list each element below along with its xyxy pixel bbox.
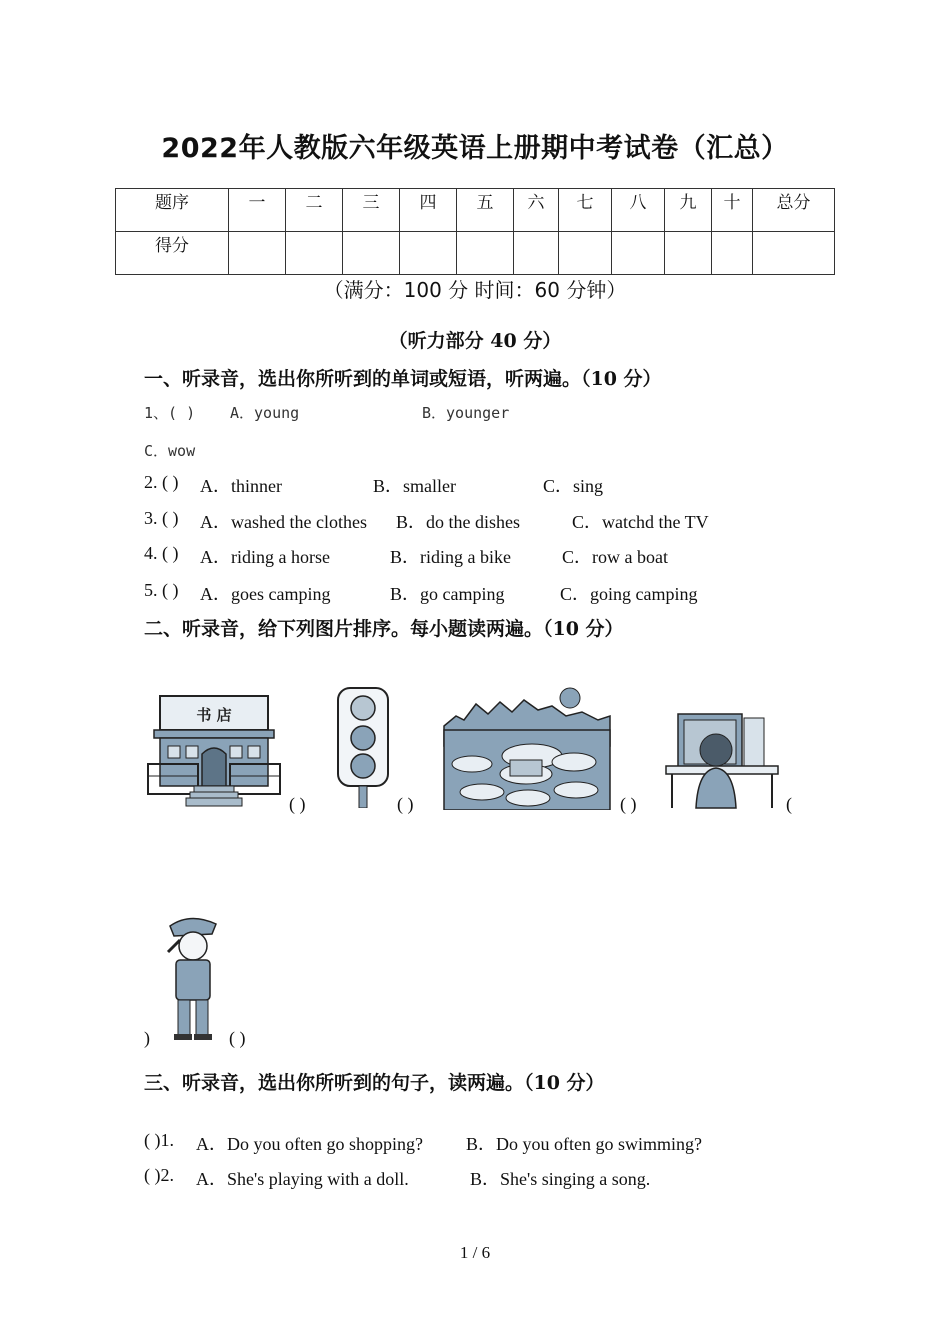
- full-score-note: （满分：100 分 时间：60 分钟）: [323, 278, 627, 302]
- bookstore-icon: [146, 690, 282, 808]
- score-field[interactable]: [286, 232, 343, 275]
- q2-row: [144, 472, 844, 498]
- q1-row: [144, 402, 844, 426]
- q3-row: [144, 508, 844, 534]
- q5-option-a: A．goes camping: [200, 584, 331, 604]
- shop-sign-text: 书 店: [196, 706, 232, 724]
- traffic-light-icon: [334, 686, 392, 808]
- q1-option-c: C．wow: [144, 442, 196, 460]
- q5-row: [144, 580, 844, 606]
- cell-label: 得分: [116, 232, 229, 275]
- q4-row: [144, 543, 844, 569]
- q5-option-c: C．going camping: [560, 584, 698, 604]
- cell: 五: [457, 189, 514, 232]
- q4-option-b: B．riding a bike: [390, 547, 511, 567]
- q2-option-b: B．smaller: [373, 476, 456, 496]
- banquet-great-wall-icon: [442, 686, 612, 810]
- score-table-score-row: [116, 232, 835, 275]
- picture-3-answer[interactable]: ( ): [620, 794, 637, 814]
- q5-option-b: B．go camping: [390, 584, 505, 604]
- s3-q1-number[interactable]: ( )1.: [144, 1130, 174, 1150]
- police-officer-icon: [160, 912, 224, 1042]
- score-table-header-row: [116, 189, 835, 232]
- score-field[interactable]: [753, 232, 835, 275]
- q4-option-c: C．row a boat: [562, 547, 668, 567]
- q1-option-b: B．younger: [422, 404, 510, 422]
- cell: 九: [665, 189, 712, 232]
- page-title: 2022年人教版六年级英语上册期中考试卷（汇总）: [161, 133, 789, 164]
- cell: 四: [400, 189, 457, 232]
- section2-heading: 二、听录音，给下列图片排序。每小题读两遍。（10 分）: [144, 618, 624, 640]
- score-field[interactable]: [400, 232, 457, 275]
- page-number: 1 / 6: [459, 1243, 491, 1262]
- q4-number[interactable]: 4. ( ): [144, 543, 179, 563]
- cell-total: 总分: [753, 189, 835, 232]
- s3-q1-option-a: A．Do you often go shopping?: [196, 1134, 423, 1154]
- q4-option-a: A．riding a horse: [200, 547, 330, 567]
- s3-q1-row: [144, 1130, 844, 1156]
- s3-q2-option-b: B．She's singing a song.: [470, 1169, 651, 1189]
- cell: 六: [514, 189, 559, 232]
- q2-option-c: C．sing: [543, 476, 604, 496]
- score-field[interactable]: [665, 232, 712, 275]
- computer-girl-icon: [664, 710, 780, 810]
- cell: 三: [343, 189, 400, 232]
- picture-4-answer-open[interactable]: (: [786, 794, 792, 814]
- q2-number[interactable]: 2. ( ): [144, 472, 179, 492]
- picture-5-answer[interactable]: ( ): [229, 1028, 246, 1048]
- score-field[interactable]: [343, 232, 400, 275]
- q3-number[interactable]: 3. ( ): [144, 508, 179, 528]
- s3-q2-row: [144, 1165, 844, 1191]
- q1-option-a: A．young: [230, 404, 300, 422]
- score-field[interactable]: [229, 232, 286, 275]
- s3-q2-number[interactable]: ( )2.: [144, 1165, 174, 1185]
- cell-label: 题序: [116, 189, 229, 232]
- score-field[interactable]: [514, 232, 559, 275]
- s3-q2-option-a: A．She's playing with a doll.: [196, 1169, 409, 1189]
- cell: 十: [712, 189, 753, 232]
- cell: 八: [612, 189, 665, 232]
- q1-number[interactable]: 1、( ): [144, 404, 196, 422]
- score-field[interactable]: [712, 232, 753, 275]
- score-table: [115, 188, 835, 275]
- score-field[interactable]: [612, 232, 665, 275]
- cell: 二: [286, 189, 343, 232]
- cell: 七: [559, 189, 612, 232]
- section3-heading: 三、听录音，选出你所听到的句子，读两遍。（10 分）: [144, 1072, 605, 1094]
- score-field[interactable]: [559, 232, 612, 275]
- listening-title: （听力部分 40 分）: [388, 330, 562, 352]
- picture-1-answer[interactable]: ( ): [289, 794, 306, 814]
- s3-q1-option-b: B．Do you often go swimming?: [466, 1134, 702, 1154]
- q5-number[interactable]: 5. ( ): [144, 580, 179, 600]
- q2-option-a: A．thinner: [200, 476, 282, 496]
- score-field[interactable]: [457, 232, 514, 275]
- q3-option-b: B．do the dishes: [396, 512, 520, 532]
- section1-heading: 一、听录音，选出你所听到的单词或短语，听两遍。（10 分）: [144, 368, 662, 390]
- q3-option-a: A．washed the clothes: [200, 512, 367, 532]
- picture-2-answer[interactable]: ( ): [397, 794, 414, 814]
- cell: 一: [229, 189, 286, 232]
- q3-option-c: C．watchd the TV: [572, 512, 709, 532]
- picture-4-answer-close: ): [144, 1028, 150, 1048]
